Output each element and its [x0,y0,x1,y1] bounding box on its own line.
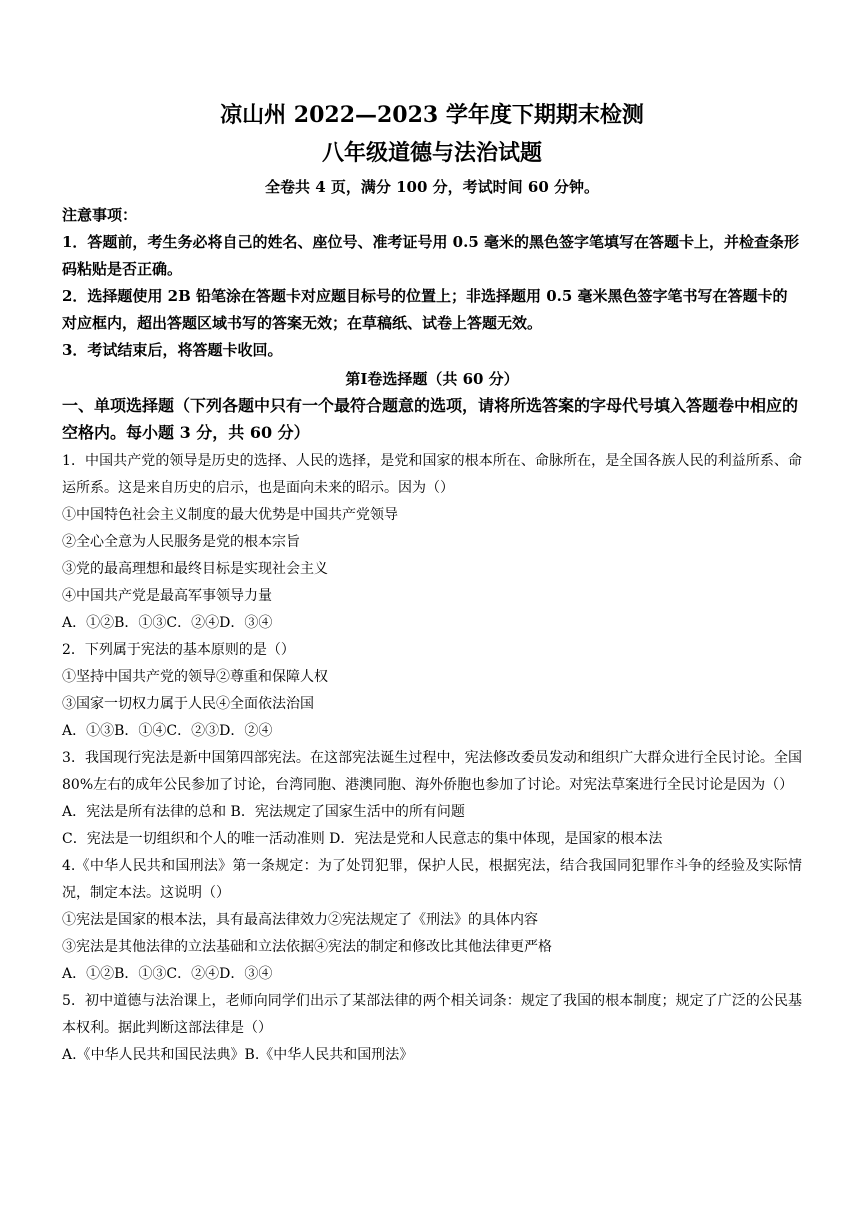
question-2 [62,637,802,745]
question-stem: 2．下列属于宪法的基本原则的是（） [62,642,295,658]
exam-title: 凉山州 2022—2023 学年度下期期末检测 [220,102,644,128]
question-options: A．①②B．①③C．②④D．③④ [62,966,273,982]
question-3 [62,745,802,853]
exam-page [62,100,802,1069]
notes-block [62,202,802,364]
exam-subtitle: 八年级道德与法治试题 [321,140,542,166]
question-line: ③宪法是其他法律的立法基础和立法依据④宪法的制定和修改比其他法律更严格 [62,939,552,955]
question-stem: 5．初中道德与法治课上，老师向同学们出示了某部法律的两个相关词条：规定了我国的根本制度；规定了广泛的公民基本权利。据此判断这部法律是（） [62,993,802,1036]
question-1 [62,448,802,637]
question-line: ③国家一切权力属于人民④全面依法治国 [62,696,314,712]
note-item: 2．选择题使用 2B 铅笔涂在答题卡对应题目标号的位置上；非选择题用 0.5 毫米黑色签字笔书写在答题卡的对应框内，超出答题区域书写的答案无效；在草稿纸、试卷上答题无效。 [62,287,788,332]
question-stem: 1．中国共产党的领导是历史的选择、人民的选择，是党和国家的根本所在、命脉所在，是全国各族人民的利益所系、命运所系。这是来自历史的启示，也是面向未来的昭示。因为（） [62,453,802,496]
note-item: 3．考试结束后，将答题卡收回。 [62,341,283,359]
section-title: 第Ⅰ卷选择题（共 60 分） [345,370,519,388]
question-options: A.《中华人民共和国民法典》B.《中华人民共和国刑法》 [62,1047,414,1063]
question-line: ②全心全意为人民服务是党的根本宗旨 [62,534,300,550]
note-item: 1．答题前，考生务必将自己的姓名、座位号、准考证号用 0.5 毫米的黑色签字笔填写在答题卡上，并检查条形码粘贴是否正确。 [62,233,799,278]
question-line: ④中国共产党是最高军事领导力量 [62,588,272,604]
question-5 [62,988,802,1069]
question-options: A．①②B．①③C．②④D．③④ [62,615,273,631]
question-stem: 4.《中华人民共和国刑法》第一条规定：为了处罚犯罪，保护人民，根据宪法，结合我国同犯罪作斗争的经验及实际情况，制定本法。这说明（） [62,858,802,901]
question-line: ①宪法是国家的根本法，具有最高法律效力②宪法规定了《刑法》的具体内容 [62,912,538,928]
question-line: ①坚持中国共产党的领导②尊重和保障人权 [62,669,328,685]
part-title: 一、单项选择题（下列各题中只有一个最符合题意的选项，请将所选答案的字母代号填入答题卷中相应的空格内。每小题 3 分，共 60 分） [62,396,799,442]
question-line: ①中国特色社会主义制度的最大优势是中国共产党领导 [62,507,398,523]
question-options: C．宪法是一切组织和个人的唯一活动准则 D．宪法是党和人民意志的集中体现，是国家的根本法 [62,831,663,847]
notes-heading: 注意事项： [62,206,138,224]
question-options: A．宪法是所有法律的总和 B．宪法规定了国家生活中的所有问题 [62,804,465,820]
question-stem: 3．我国现行宪法是新中国第四部宪法。在这部宪法诞生过程中，宪法修改委员发动和组织广大群众进行全民讨论。全国 80%左右的成年公民参加了讨论，台湾同胞、港澳同胞、海外侨胞也参加了讨论。对宪法草案进行全民讨论是因为（） [62,750,802,793]
exam-info: 全卷共 4 页，满分 100 分，考试时间 60 分钟。 [265,178,599,196]
question-4 [62,853,802,988]
question-options: A．①③B．①④C．②③D．②④ [62,723,273,739]
question-line: ③党的最高理想和最终目标是实现社会主义 [62,561,328,577]
